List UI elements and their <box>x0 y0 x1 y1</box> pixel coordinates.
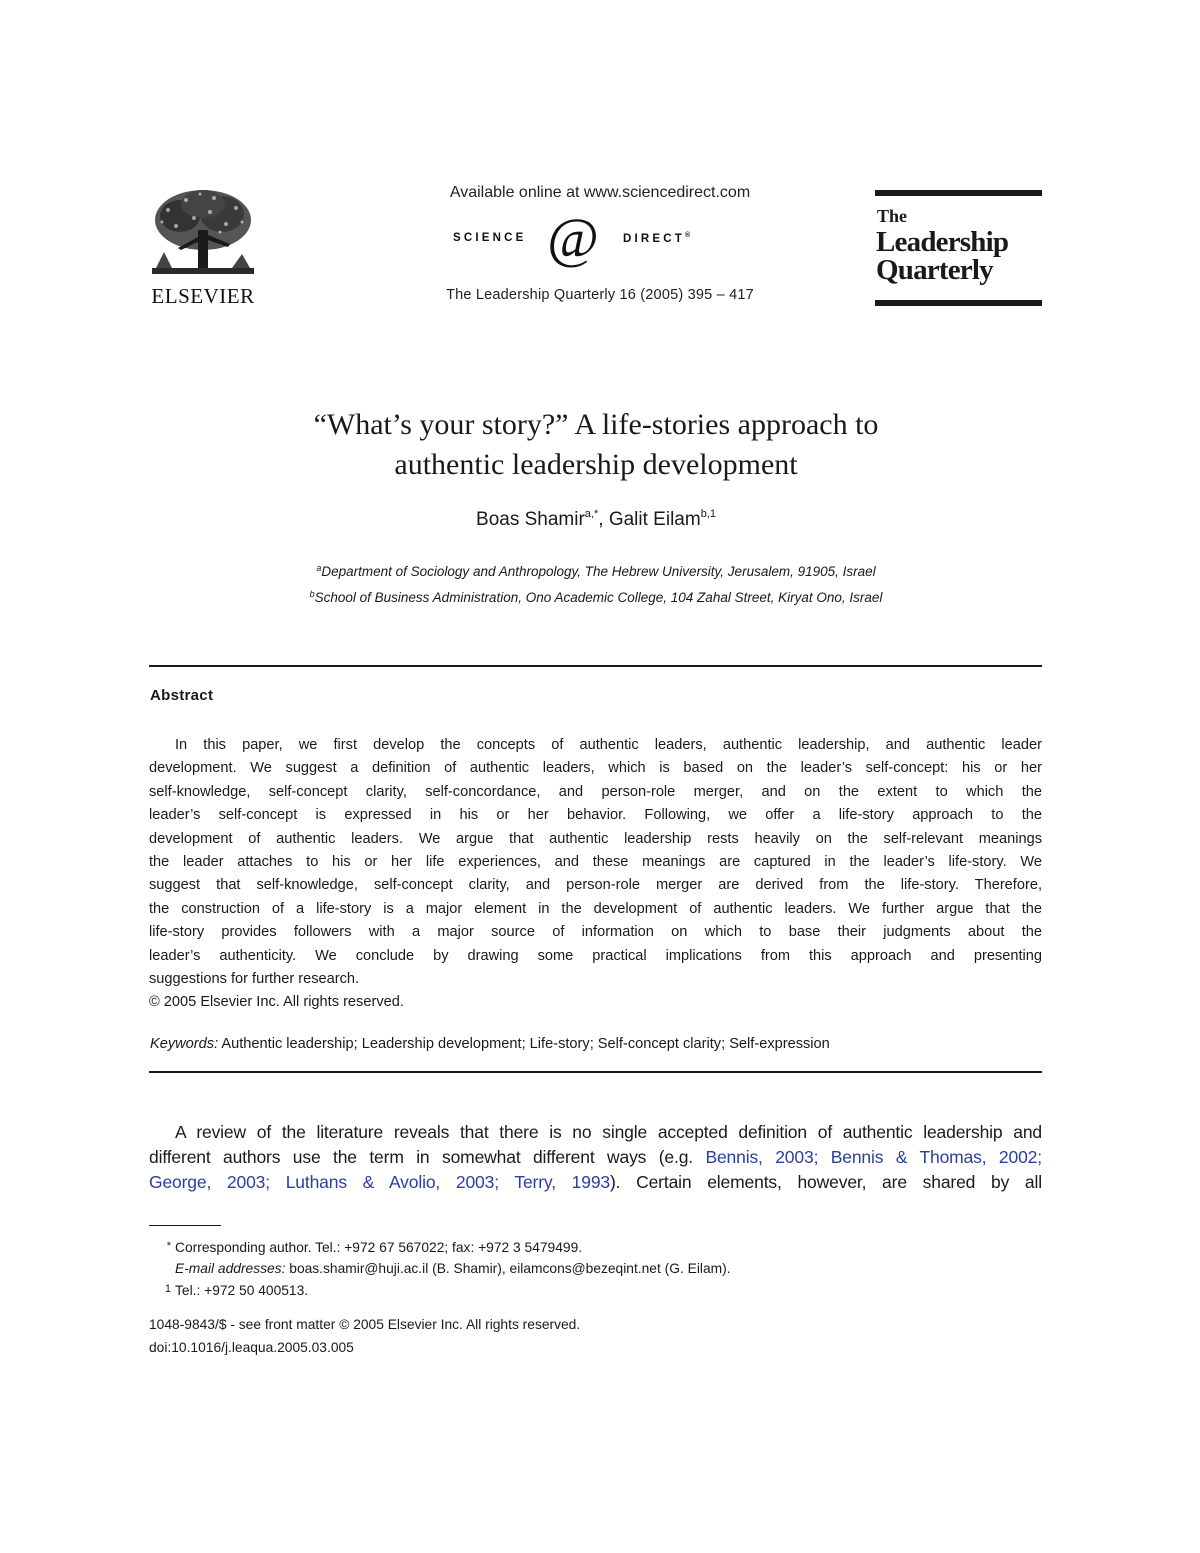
abstract-line: life-story provides followers with a major source of information on which to base their judgments about the <box>149 924 1042 941</box>
abstract-line: the leader attaches to his or her life experiences, and these meanings are captured in the leader’s life-story. We <box>149 854 1042 871</box>
doi-link[interactable]: doi:10.1016/j.leaqua.2005.03.005 <box>149 1340 354 1355</box>
affiliation-mark: a <box>316 563 322 573</box>
citation-separator: ; <box>265 1172 286 1192</box>
abstract-line: suggestions for further research. <box>149 971 360 988</box>
journal-logo-leadership: Leadership <box>876 226 1009 258</box>
author-name[interactable]: Galit Eilam <box>608 509 701 530</box>
publisher-name: ELSEVIER <box>151 284 255 308</box>
body-line <box>149 1170 1042 1195</box>
title-line: “What’s your story?” A life-stories approach to <box>313 408 879 441</box>
affiliation <box>150 557 1042 583</box>
affiliation-text: School of Business Administration, Ono Academic College, 104 Zahal Street, Kiryat Ono, Israel <box>314 590 883 605</box>
footnote-text: Tel.: +972 50 400513. <box>175 1283 309 1298</box>
footnote-tel <box>149 1279 1042 1302</box>
sd-logo-science: SCIENCE <box>453 232 527 244</box>
journal-logo-top-bar <box>875 190 1042 196</box>
abstract-line: the construction of a life-story is a major element in the development of authentic leaders. We further argue that the <box>149 900 1042 917</box>
available-online-link[interactable]: Available online at www.sciencedirect.com <box>449 184 751 201</box>
abstract-heading: Abstract <box>150 687 214 704</box>
citation-link[interactable]: Bennis, 2003 <box>705 1147 814 1167</box>
body-line: A review of the literature reveals that there is no single accepted definition of authentic leadership and <box>175 1122 1042 1142</box>
footnote-mark: 1 <box>164 1283 171 1295</box>
front-matter <box>149 1313 580 1359</box>
body-paragraph <box>149 1120 1042 1195</box>
abstract-line: self-knowledge, self-concept clarity, self-concordance, and person-role merger, and on the extent to which the <box>149 783 1042 800</box>
elsevier-logo <box>148 186 258 306</box>
body-line <box>149 1145 1042 1170</box>
title-line: authentic leadership development <box>394 448 798 481</box>
body-text: ). Certain elements, however, are shared by all <box>609 1172 1042 1192</box>
center-header <box>360 182 840 303</box>
author-affiliation-mark: b,1 <box>700 508 716 520</box>
citation-separator: ; <box>813 1147 831 1167</box>
keywords-label: Keywords: <box>150 1036 219 1052</box>
elsevier-tree-icon <box>148 186 258 282</box>
footnote-rule <box>149 1225 221 1226</box>
affiliation-mark: b <box>309 589 315 599</box>
abstract-body <box>149 734 1042 1015</box>
abstract-copyright: © 2005 Elsevier Inc. All rights reserved. <box>149 994 404 1011</box>
sd-logo-direct-text: DIRECT <box>623 232 686 245</box>
affiliations <box>150 557 1042 609</box>
keywords-text: Authentic leadership; Leadership development; Life-story; Self-concept clarity; Self-expression <box>221 1036 830 1052</box>
divider-top <box>149 665 1042 667</box>
affiliation-text: Department of Sociology and Anthropology, The Hebrew University, Jerusalem, 91905, Israel <box>321 564 876 579</box>
journal-logo-the: The <box>877 206 908 226</box>
journal-logo <box>875 190 1042 308</box>
citation-separator: ; <box>494 1172 515 1192</box>
citation-link[interactable]: Terry, 1993 <box>514 1172 610 1192</box>
citation-link[interactable]: Luthans & Avolio, 2003 <box>285 1172 495 1192</box>
author-list <box>150 508 1042 531</box>
divider-bottom <box>149 1071 1042 1073</box>
journal-logo-quarterly: Quarterly <box>876 254 993 286</box>
journal-logo-bottom-bar <box>875 300 1042 306</box>
sd-at-icon: @ <box>547 208 599 270</box>
abstract-line: leader’s self-concept is expressed in his or her behavior. Following, we offer a life-story approach to the <box>149 807 1042 824</box>
keywords <box>150 1036 830 1052</box>
author-name[interactable]: Boas Shamir <box>476 509 585 530</box>
abstract-line: development. We suggest a definition of authentic leaders, which is based on the leader’s self-concept: his or her <box>149 760 1042 777</box>
citation-separator: ; <box>1037 1147 1042 1167</box>
issn-line: 1048-9843/$ - see front matter © 2005 Elsevier Inc. All rights reserved. <box>149 1317 581 1332</box>
footnote-text: Corresponding author. Tel.: +972 67 567022; fax: +972 3 5479499. <box>175 1240 583 1255</box>
author-separator: , <box>598 509 609 530</box>
sciencedirect-logo <box>360 208 840 274</box>
registered-mark: ® <box>685 232 691 239</box>
article-title <box>150 405 1042 485</box>
abstract-line: In this paper, we first develop the concepts of authentic leaders, authentic leadership, and authentic leader <box>175 737 1042 753</box>
email-label: E-mail addresses: <box>175 1260 286 1276</box>
footnote-email <box>149 1259 1042 1280</box>
footnote-corresponding <box>149 1236 1042 1259</box>
journal-reference: The Leadership Quarterly 16 (2005) 395 – 417 <box>446 287 754 303</box>
sd-logo-direct <box>623 232 690 245</box>
citation-link[interactable]: George, 2003 <box>149 1172 266 1192</box>
affiliation <box>150 583 1042 609</box>
author-affiliation-mark: a,* <box>584 508 599 520</box>
footnotes <box>149 1236 1042 1302</box>
footnote-mark: * <box>166 1240 171 1252</box>
body-text: different authors use the term in somewhat different ways (e.g. <box>149 1147 706 1167</box>
abstract-line: development of authentic leaders. We argue that authentic leadership rests heavily on the self-relevant meanings <box>149 830 1042 847</box>
email-addresses[interactable]: boas.shamir@huji.ac.il (B. Shamir), eilamcons@bezeqint.net (G. Eilam). <box>289 1260 731 1276</box>
abstract-line: suggest that self-knowledge, self-concept clarity, and person-role merger are derived from the life-story. Therefore, <box>149 877 1042 894</box>
citation-link[interactable]: Bennis & Thomas, 2002 <box>830 1147 1038 1167</box>
abstract-line: leader’s authenticity. We conclude by drawing some practical implications from this approach and presenting <box>149 947 1042 964</box>
